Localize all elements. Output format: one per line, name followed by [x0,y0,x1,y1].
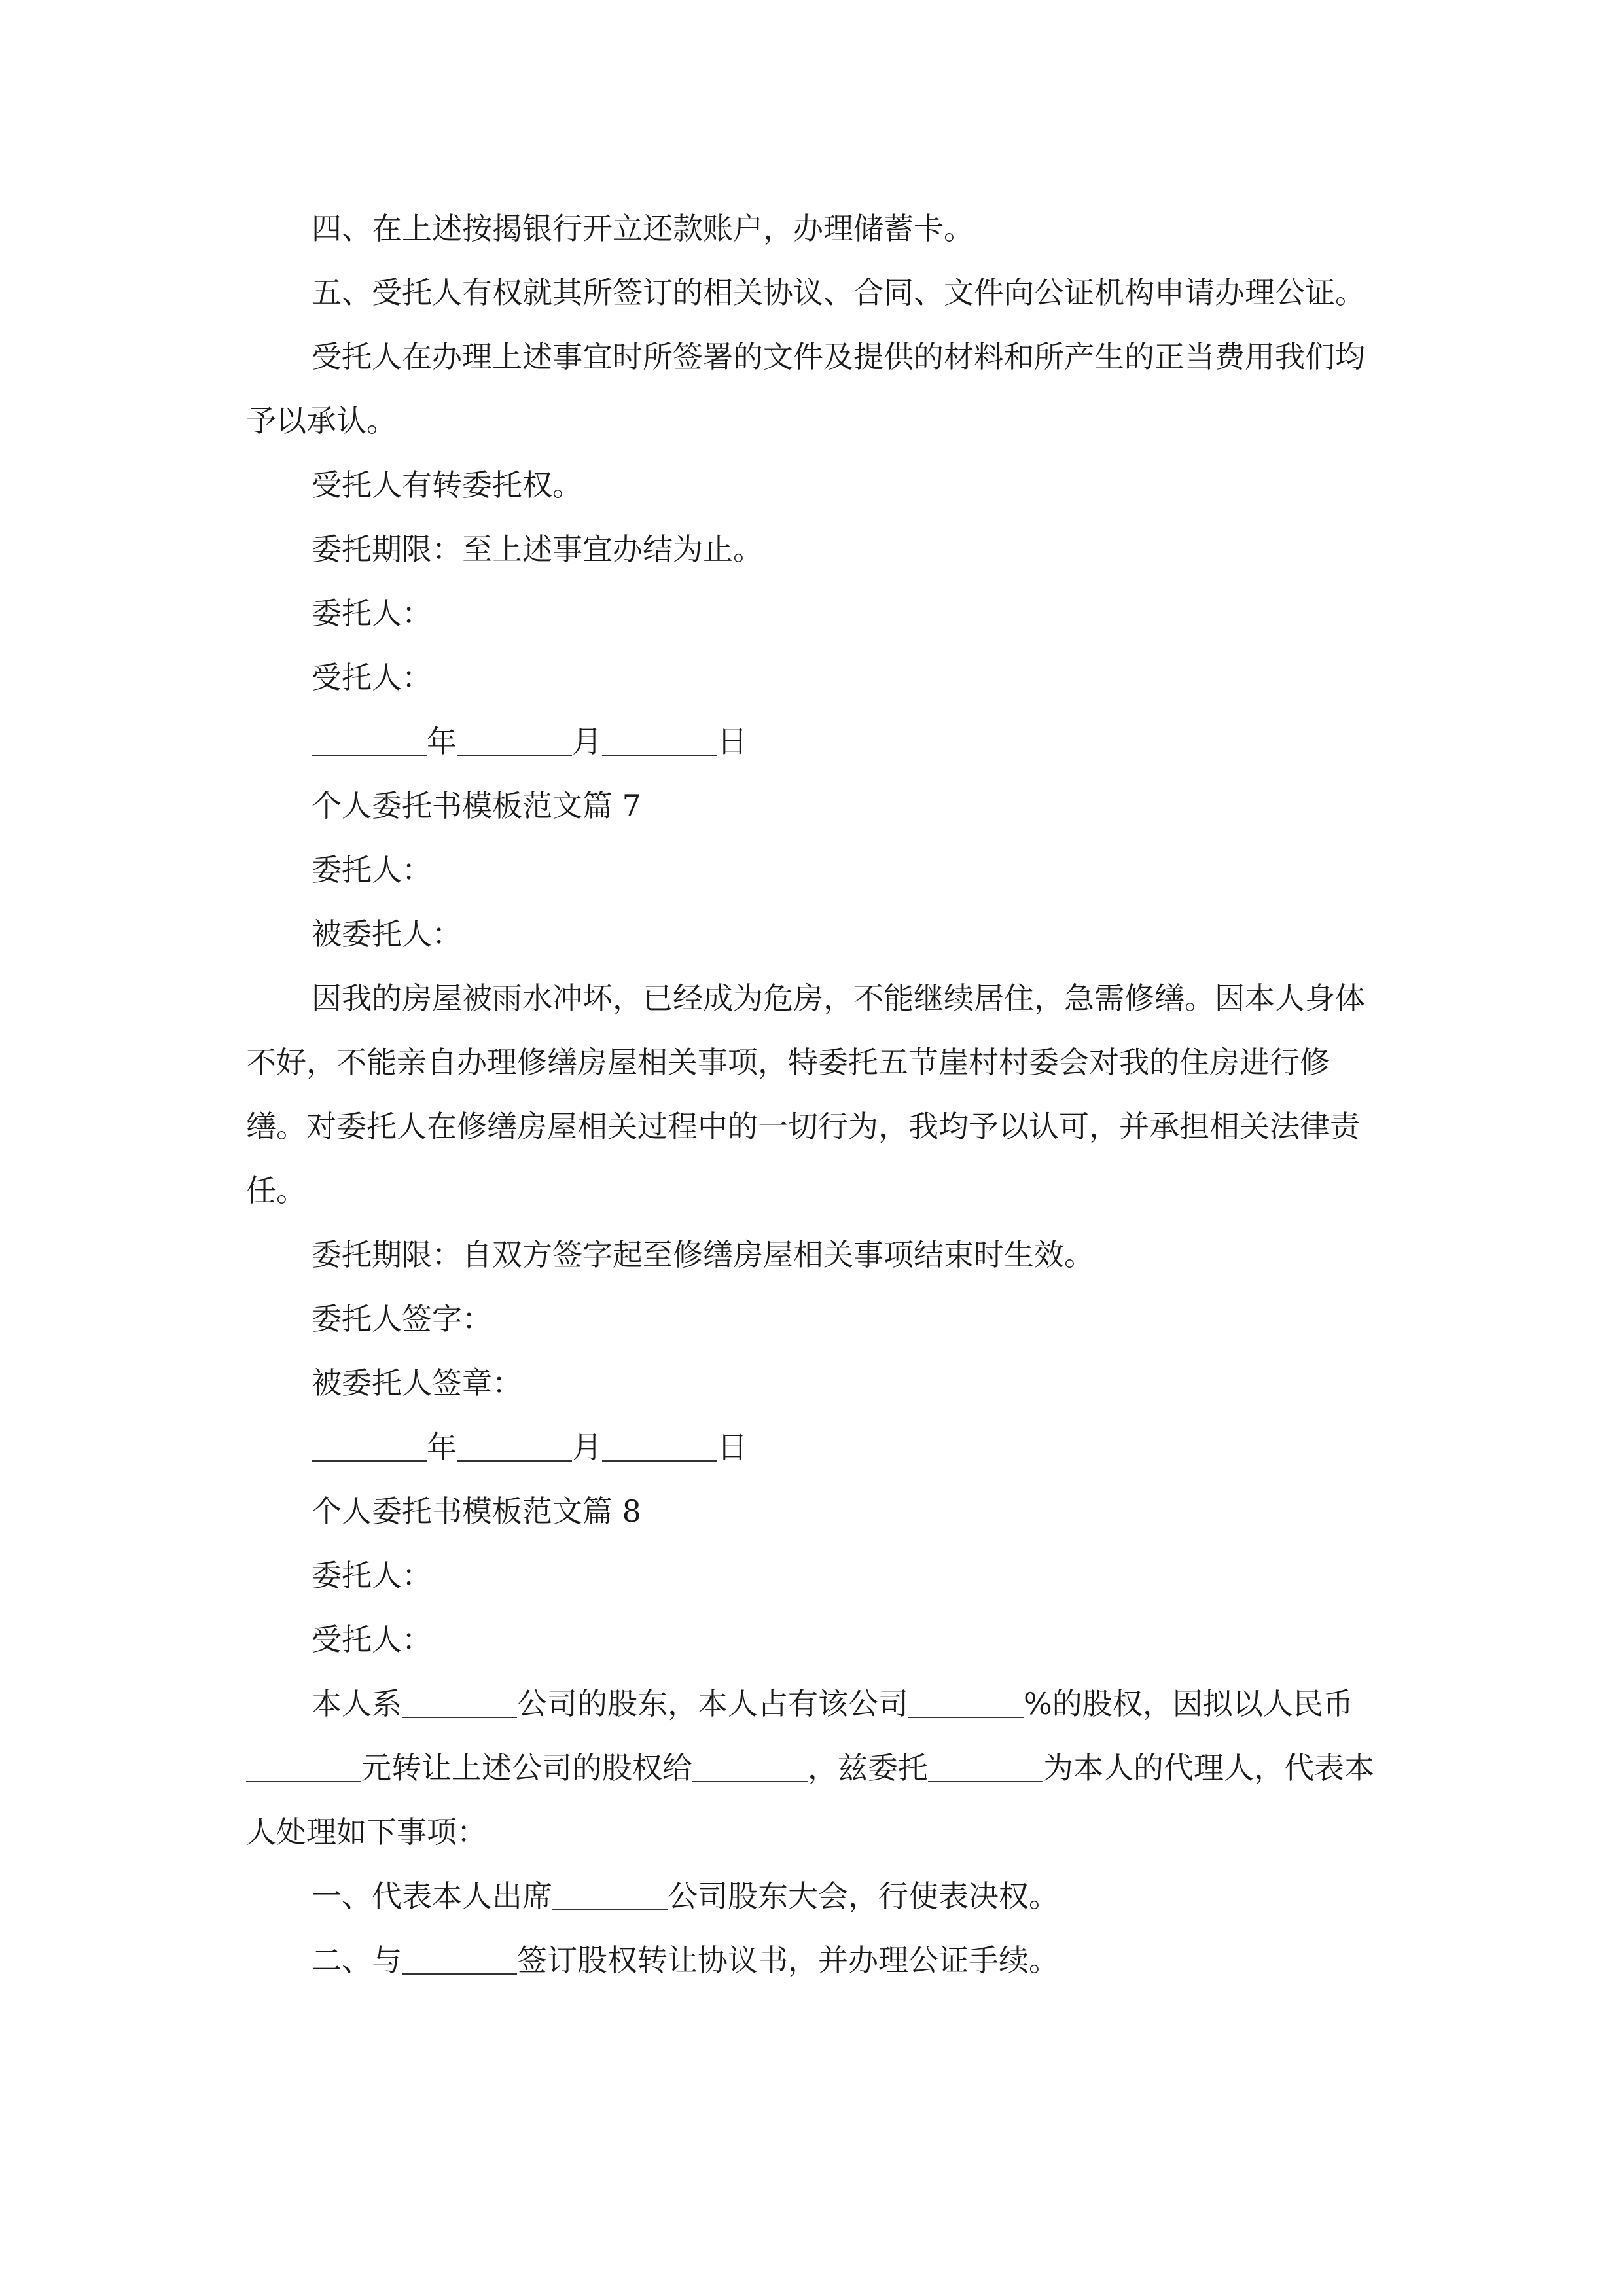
entrusted-label: 被委托人： [312,916,462,952]
year-blank [312,725,427,756]
entrusted-seal-label: 被委托人签章： [312,1365,522,1401]
amount-blank [246,1751,361,1782]
date-line: 年 月 日 [246,1415,1378,1479]
paragraph-item-4: 四、在上述按揭银行开立还款账户，办理储蓄卡。 [312,211,974,246]
year-blank [312,1430,427,1462]
paragraph-item-5: 五、受托人有权就其所签订的相关协议、合同、文件向公证机构申请办理公证。 [312,275,1365,310]
month-blank [457,1430,572,1462]
day-blank [602,1430,717,1462]
document-body [246,196,1378,1992]
principal-signature-label: 委托人签字： [312,1301,492,1336]
day-blank [602,725,717,756]
company-blank [552,1879,668,1910]
paragraph-sub-delegation: 受托人有转委托权。 [312,467,582,503]
agent-label: 受托人： [312,1622,432,1657]
paragraph-item-1: 一、代表本人出席 公司股东大会，行使表决权。 [312,1878,1059,1914]
section-heading-7: 个人委托书模板范文篇 7 [312,788,641,823]
paragraph-item-2: 二、与 签订股权转让协议书，并办理公证手续。 [312,1943,1059,1978]
paragraph-term: 委托期限：至上述事宜办结为止。 [312,531,763,567]
paragraph-term: 委托期限：自双方签字起至修缮房屋相关事项结束时生效。 [312,1237,1094,1272]
paragraph-repair-request: 因我的房屋被雨水冲坏，已经成为危房，不能继续居住，急需修缮。因本人身体不好，不能亲自办理修缮房屋相关事项，特委托五节崖村村委会对我的住房进行修缮。对委托人在修缮房屋相关过程中的一切行为，我均予以认可，并承担相关法律责任。 [246,980,1365,1208]
principal-label: 委托人： [312,596,432,631]
company-blank [402,1687,517,1718]
paragraph-expense-acknowledgement: 受托人在办理上述事宜时所签署的文件及提供的材料和所产生的正当费用我们均予以承认。 [246,339,1365,439]
paragraph-share-transfer: 本人系 公司的股东，本人占有该公司 %的股权，因拟以人民币元转让上述公司的股权给 ，兹委托 为本人的代理人，代表本人处理如下事项： [246,1686,1374,1850]
agent-label: 受托人： [312,660,432,695]
principal-label: 委托人： [312,852,432,888]
proxy-blank [928,1751,1043,1782]
percentage-blank [908,1687,1024,1718]
transferee-blank [692,1751,808,1782]
month-blank [457,725,572,756]
principal-label: 委托人： [312,1558,432,1593]
party-blank [402,1943,517,1975]
date-line: 年 月 日 [246,709,1378,774]
section-heading-8: 个人委托书模板范文篇 8 [312,1494,641,1529]
